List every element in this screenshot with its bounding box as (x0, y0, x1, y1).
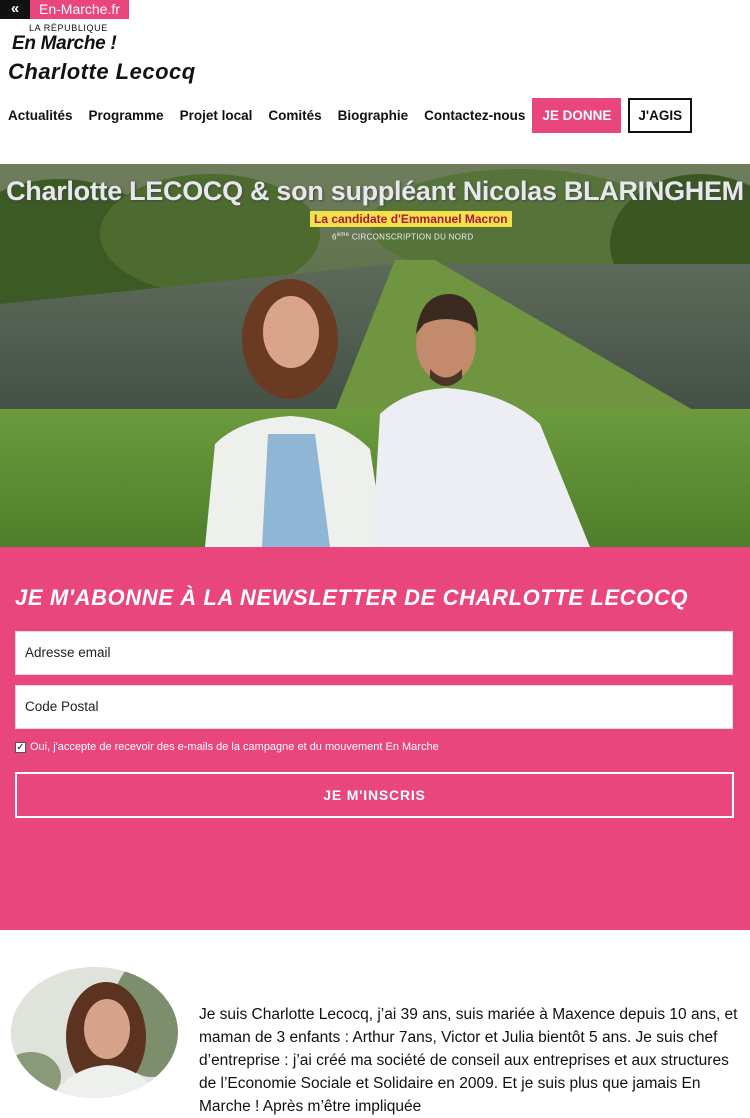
en-marche-logo[interactable]: En Marche ! (12, 33, 117, 54)
main-nav (8, 98, 692, 133)
subscribe-button[interactable]: JE M'INSCRIS (15, 772, 734, 818)
nav-programme[interactable]: Programme (88, 108, 164, 123)
republique-label: LA RÉPUBLIQUE (29, 23, 108, 33)
circ-text: CIRCONSCRIPTION DU NORD (349, 232, 474, 242)
nav-actualites[interactable]: Actualités (8, 108, 73, 123)
circ-superscript: ème (336, 232, 350, 238)
donate-button[interactable]: JE DONNE (532, 98, 621, 133)
hero-circonscription (332, 232, 473, 242)
nav-biographie[interactable]: Biographie (337, 108, 409, 123)
en-marche-site-link[interactable]: En-Marche.fr (30, 0, 129, 19)
email-field[interactable]: Adresse email (15, 631, 733, 675)
hero-subtitle: La candidate d'Emmanuel Macron (310, 211, 512, 227)
newsletter-section (0, 547, 750, 930)
top-strip (0, 0, 129, 19)
back-chevron-icon[interactable]: « (0, 0, 30, 19)
nav-projet-local[interactable]: Projet local (179, 108, 253, 123)
candidate-name[interactable]: Charlotte Lecocq (8, 59, 196, 84)
nav-contactez-nous[interactable]: Contactez-nous (424, 108, 526, 123)
postal-code-field[interactable]: Code Postal (15, 685, 733, 729)
newsletter-title: JE M'ABONNE À LA NEWSLETTER DE CHARLOTTE LECOCQ (15, 585, 689, 610)
nav-comites[interactable]: Comités (268, 108, 322, 123)
act-button[interactable]: J'AGIS (628, 98, 692, 133)
bio-text: Je suis Charlotte Lecocq, j’ai 39 ans, suis mariée à Maxence depuis 10 ans, et maman de 3 enfants : Arthur 7ans, Victor et Julia bientôt 5 ans. Je suis chef d’entreprise : j’ai créé ma société de conseil aux entreprises et aux structures de l’Economie Sociale et Solidaire en 2009. Et je suis plus que jamais En Marche ! Après m’être impliquée (199, 1006, 738, 1115)
hero-title: Charlotte LECOCQ & son suppléant Nicolas BLARINGHEM (6, 176, 744, 206)
bio-avatar (11, 967, 178, 1098)
consent-label: Oui, j'accepte de recevoir des e-mails de la campagne et du mouvement En Marche (30, 741, 439, 753)
consent-row (15, 741, 439, 753)
hero-photo (0, 164, 750, 547)
avatar-illustration (11, 967, 178, 1098)
consent-checkbox[interactable]: ✓ (16, 741, 25, 753)
circ-number: 6 (332, 232, 337, 242)
